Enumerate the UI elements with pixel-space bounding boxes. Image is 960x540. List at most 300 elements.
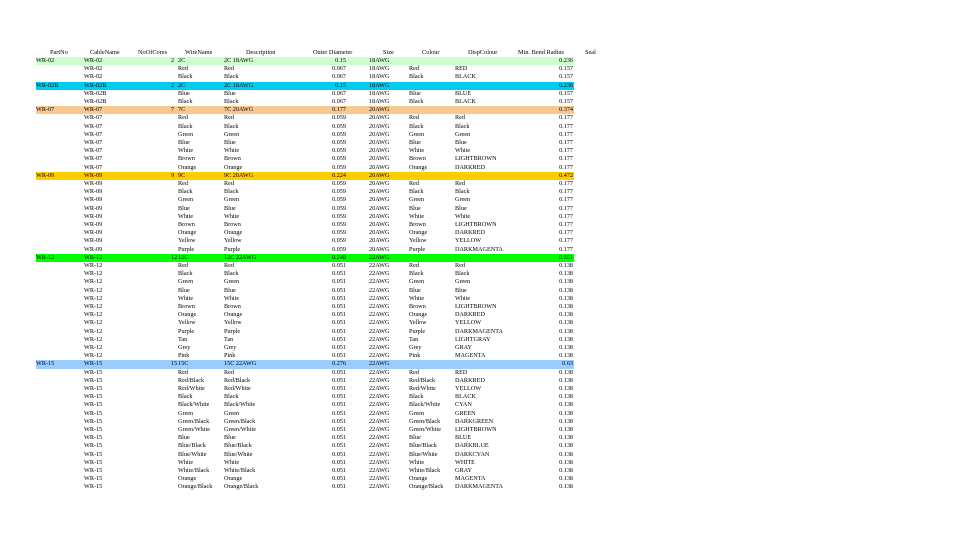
cell-outer-diameter[interactable]: 0.067 xyxy=(332,73,346,81)
cell-disp-colour[interactable]: WHITE xyxy=(455,458,475,466)
cell-size[interactable]: 18AWG xyxy=(369,65,390,73)
cell-cable-name[interactable]: WR-12 xyxy=(84,311,103,319)
cell-disp-colour[interactable]: GRAY xyxy=(455,467,472,474)
table-row[interactable] xyxy=(0,237,960,245)
cell-colour[interactable]: Brown xyxy=(409,303,426,310)
cell-part-no[interactable]: WR-09 xyxy=(36,171,55,179)
cell-disp-colour[interactable]: CYAN xyxy=(455,401,472,409)
cell-description[interactable]: Blue xyxy=(224,434,236,442)
cell-size[interactable]: 20AWG xyxy=(369,180,390,187)
cell-no-of-cores[interactable]: 7 xyxy=(171,106,175,114)
cell-min-bend-radius[interactable]: 0.177 xyxy=(559,188,573,196)
cell-min-bend-radius[interactable]: 0.138 xyxy=(559,368,573,376)
cell-outer-diameter[interactable]: 0.059 xyxy=(332,212,346,220)
cell-wire-name[interactable]: Black/White xyxy=(178,401,210,409)
cell-cable-name[interactable]: WR-15 xyxy=(84,385,103,392)
cell-cable-name[interactable]: WR-09 xyxy=(84,180,103,187)
table-row[interactable] xyxy=(0,328,960,336)
table-row[interactable] xyxy=(0,352,960,360)
cell-description[interactable]: Blue xyxy=(224,139,236,146)
cell-wire-name[interactable]: Orange xyxy=(178,475,197,483)
cell-min-bend-radius[interactable]: 0.138 xyxy=(559,483,573,491)
cell-size[interactable]: 22AWG xyxy=(369,262,390,269)
cell-cable-name[interactable]: WR-12 xyxy=(84,352,103,360)
cell-description[interactable]: Brown xyxy=(224,221,241,228)
cell-colour[interactable]: White/Black xyxy=(409,467,441,474)
table-row[interactable] xyxy=(0,311,960,319)
cell-size[interactable]: 22AWG xyxy=(369,434,390,442)
cell-disp-colour[interactable]: BLACK xyxy=(455,73,476,81)
cell-description[interactable]: Red xyxy=(224,180,234,187)
cell-size[interactable]: 22AWG xyxy=(369,286,390,294)
cell-wire-name[interactable]: White xyxy=(178,458,194,466)
cell-min-bend-radius[interactable]: 0.177 xyxy=(559,130,573,138)
cell-description[interactable]: Black xyxy=(224,188,239,196)
table-row[interactable] xyxy=(0,254,960,262)
cell-colour[interactable]: Yellow xyxy=(409,319,427,327)
cell-cable-name[interactable]: WR-07 xyxy=(84,122,103,130)
header-colour[interactable]: Colour xyxy=(422,49,440,56)
cell-wire-name[interactable]: Brown xyxy=(178,221,195,228)
cell-cable-name[interactable]: WR-15 xyxy=(84,483,103,491)
cell-description[interactable]: White xyxy=(224,212,240,220)
table-row[interactable] xyxy=(0,229,960,237)
cell-min-bend-radius[interactable]: 0.138 xyxy=(559,319,573,327)
cell-wire-name[interactable]: Green xyxy=(178,278,194,286)
header-wire-name[interactable]: WireName xyxy=(185,49,213,56)
cell-wire-name[interactable]: Red xyxy=(178,368,188,376)
cell-wire-name[interactable]: Purple xyxy=(178,245,195,253)
cell-size[interactable]: 20AWG xyxy=(369,237,390,245)
cell-colour[interactable]: Red xyxy=(409,368,419,376)
cell-size[interactable]: 18AWG xyxy=(369,98,390,105)
cell-colour[interactable]: Green xyxy=(409,196,425,204)
cell-disp-colour[interactable]: LIGHTBROWN xyxy=(455,155,497,163)
cell-outer-diameter[interactable]: 0.051 xyxy=(332,303,346,310)
cell-description[interactable]: 2C 18AWG xyxy=(224,57,254,64)
cell-part-no[interactable]: WR-02B xyxy=(36,81,59,89)
table-row[interactable] xyxy=(0,401,960,409)
cell-cable-name[interactable]: WR-09 xyxy=(84,212,103,220)
cell-size[interactable]: 20AWG xyxy=(369,212,390,220)
cell-min-bend-radius[interactable]: 0.138 xyxy=(559,475,573,483)
table-row[interactable] xyxy=(0,114,960,122)
cell-no-of-cores[interactable]: 2 xyxy=(171,57,175,64)
cell-outer-diameter[interactable]: 0.059 xyxy=(332,139,346,146)
cell-min-bend-radius[interactable]: 0.138 xyxy=(559,352,573,360)
cell-description[interactable]: Purple xyxy=(224,245,241,253)
cell-cable-name[interactable]: WR-07 xyxy=(84,114,103,122)
cell-wire-name[interactable]: Orange xyxy=(178,229,197,237)
cell-colour[interactable]: Purple xyxy=(409,245,426,253)
table-row[interactable] xyxy=(0,270,960,278)
cell-part-no[interactable]: WR-07 xyxy=(36,106,55,114)
cell-outer-diameter[interactable]: 0.059 xyxy=(332,155,346,163)
cell-wire-name[interactable]: Blue xyxy=(178,204,190,212)
cell-outer-diameter[interactable]: 0.051 xyxy=(332,442,346,450)
cell-size[interactable]: 22AWG xyxy=(369,458,390,466)
cell-min-bend-radius[interactable]: 0.177 xyxy=(559,212,573,220)
cell-outer-diameter[interactable]: 0.051 xyxy=(332,335,346,343)
cell-description[interactable]: Blue xyxy=(224,286,236,294)
cell-colour[interactable]: Brown xyxy=(409,155,426,163)
cell-wire-name[interactable]: 7C xyxy=(178,106,186,114)
cell-wire-name[interactable]: Purple xyxy=(178,327,195,335)
cell-colour[interactable]: White xyxy=(409,458,425,466)
cell-outer-diameter[interactable]: 0.051 xyxy=(332,426,346,433)
cell-outer-diameter[interactable]: 0.051 xyxy=(332,475,346,483)
cell-cable-name[interactable]: WR-15 xyxy=(84,450,103,458)
cell-wire-name[interactable]: 15C xyxy=(178,360,189,368)
cell-cable-name[interactable]: WR-15 xyxy=(84,426,103,433)
cell-description[interactable]: Black xyxy=(224,393,239,401)
cell-size[interactable]: 22AWG xyxy=(369,352,390,360)
cell-cable-name[interactable]: WR-09 xyxy=(84,204,103,212)
cell-wire-name[interactable]: Green xyxy=(178,409,194,417)
cell-min-bend-radius[interactable]: 0.138 xyxy=(559,344,573,351)
cell-description[interactable]: Black/White xyxy=(224,401,256,409)
cell-outer-diameter[interactable]: 0.059 xyxy=(332,221,346,228)
cell-wire-name[interactable]: Grey xyxy=(178,344,191,351)
table-row[interactable] xyxy=(0,57,960,65)
cell-description[interactable]: Blue xyxy=(224,89,236,97)
table-row[interactable] xyxy=(0,410,960,418)
cell-colour[interactable]: Orange xyxy=(409,163,428,171)
cell-colour[interactable]: Black xyxy=(409,122,424,130)
cell-wire-name[interactable]: Green xyxy=(178,196,194,204)
cell-disp-colour[interactable]: Blue xyxy=(455,204,467,212)
cell-outer-diameter[interactable]: 0.051 xyxy=(332,376,346,384)
header-cable-name[interactable]: CableName xyxy=(90,49,120,56)
cell-size[interactable]: 22AWG xyxy=(369,360,390,368)
cell-colour[interactable]: Brown xyxy=(409,221,426,228)
cell-wire-name[interactable]: Green/White xyxy=(178,426,210,433)
cell-description[interactable]: Green xyxy=(224,196,240,204)
table-row[interactable] xyxy=(0,295,960,303)
cell-cable-name[interactable]: WR-15 xyxy=(84,467,103,474)
cell-size[interactable]: 20AWG xyxy=(369,130,390,138)
cell-wire-name[interactable]: Red xyxy=(178,114,188,122)
table-row[interactable] xyxy=(0,319,960,327)
cell-cable-name[interactable]: WR-15 xyxy=(84,393,103,401)
cell-size[interactable]: 20AWG xyxy=(369,196,390,204)
cell-wire-name[interactable]: Orange/Black xyxy=(178,483,213,491)
cell-outer-diameter[interactable]: 0.059 xyxy=(332,204,346,212)
cell-min-bend-radius[interactable]: 0.177 xyxy=(559,196,573,204)
cell-disp-colour[interactable]: Red xyxy=(455,262,465,269)
cell-min-bend-radius[interactable]: 0.63 xyxy=(562,360,573,368)
cell-min-bend-radius[interactable]: 0.177 xyxy=(559,221,573,228)
cell-size[interactable]: 20AWG xyxy=(369,122,390,130)
cell-wire-name[interactable]: Red xyxy=(178,180,188,187)
cell-min-bend-radius[interactable]: 0.236 xyxy=(559,57,573,64)
table-row[interactable] xyxy=(0,385,960,393)
cell-size[interactable]: 20AWG xyxy=(369,221,390,228)
cell-wire-name[interactable]: Red/White xyxy=(178,385,205,392)
cell-cable-name[interactable]: WR-02 xyxy=(84,73,103,81)
cell-size[interactable]: 20AWG xyxy=(369,106,390,114)
cell-cable-name[interactable]: WR-15 xyxy=(84,458,103,466)
cell-min-bend-radius[interactable]: 0.177 xyxy=(559,114,573,122)
cell-size[interactable]: 22AWG xyxy=(369,475,390,483)
cell-wire-name[interactable]: Blue/Black xyxy=(178,442,206,450)
table-row[interactable] xyxy=(0,180,960,188)
table-row[interactable] xyxy=(0,377,960,385)
cell-size[interactable]: 22AWG xyxy=(369,426,390,433)
table-row[interactable] xyxy=(0,147,960,155)
cell-cable-name[interactable]: WR-09 xyxy=(84,171,103,179)
cell-colour[interactable]: Blue/Black xyxy=(409,442,437,450)
cell-description[interactable]: Black xyxy=(224,73,239,81)
cell-disp-colour[interactable]: DARKMAGENTA xyxy=(455,245,503,253)
cell-cable-name[interactable]: WR-12 xyxy=(84,335,103,343)
cell-description[interactable]: Blue xyxy=(224,204,236,212)
cell-min-bend-radius[interactable]: 0.138 xyxy=(559,434,573,442)
cell-colour[interactable]: Orange xyxy=(409,475,428,483)
table-row[interactable] xyxy=(0,90,960,98)
cell-min-bend-radius[interactable]: 0.138 xyxy=(559,417,573,425)
cell-colour[interactable]: Grey xyxy=(409,344,422,351)
table-row[interactable] xyxy=(0,278,960,286)
cell-outer-diameter[interactable]: 0.051 xyxy=(332,458,346,466)
table-row[interactable] xyxy=(0,467,960,475)
cell-wire-name[interactable]: Orange xyxy=(178,311,197,319)
cell-no-of-cores[interactable]: 9 xyxy=(171,171,175,179)
cell-colour[interactable]: Red/Black xyxy=(409,376,436,384)
table-row[interactable] xyxy=(0,451,960,459)
cell-outer-diameter[interactable]: 0.059 xyxy=(332,114,346,122)
cell-min-bend-radius[interactable]: 0.138 xyxy=(559,376,573,384)
cell-wire-name[interactable]: Red/Black xyxy=(178,376,205,384)
header-part-no[interactable]: PartNo xyxy=(50,49,68,56)
cell-description[interactable]: Red xyxy=(224,262,234,269)
cell-min-bend-radius[interactable]: 0.138 xyxy=(559,311,573,319)
cell-outer-diameter[interactable]: 0.276 xyxy=(332,360,346,368)
cell-wire-name[interactable]: Brown xyxy=(178,155,195,163)
cell-disp-colour[interactable]: DARKRED xyxy=(455,376,485,384)
cell-wire-name[interactable]: Blue xyxy=(178,139,190,146)
cell-outer-diameter[interactable]: 0.224 xyxy=(332,171,346,179)
cell-description[interactable]: Orange xyxy=(224,475,243,483)
cell-cable-name[interactable]: WR-07 xyxy=(84,163,103,171)
table-row[interactable] xyxy=(0,188,960,196)
table-row[interactable] xyxy=(0,98,960,106)
table-row[interactable] xyxy=(0,459,960,467)
cell-size[interactable]: 20AWG xyxy=(369,155,390,163)
cell-cable-name[interactable]: WR-12 xyxy=(84,319,103,327)
cell-colour[interactable]: Red xyxy=(409,262,419,269)
cell-min-bend-radius[interactable]: 0.177 xyxy=(559,229,573,237)
cell-wire-name[interactable]: Black xyxy=(178,270,193,278)
cell-disp-colour[interactable]: Blue xyxy=(455,139,467,146)
cell-wire-name[interactable]: Black xyxy=(178,73,193,81)
cell-outer-diameter[interactable]: 0.051 xyxy=(332,278,346,286)
cell-outer-diameter[interactable]: 0.059 xyxy=(332,245,346,253)
cell-disp-colour[interactable]: DARKMAGENTA xyxy=(455,483,503,491)
cell-cable-name[interactable]: WR-02B xyxy=(84,89,107,97)
cell-cable-name[interactable]: WR-02B xyxy=(84,98,107,105)
cell-size[interactable]: 22AWG xyxy=(369,450,390,458)
cell-min-bend-radius[interactable]: 0.157 xyxy=(559,89,573,97)
cell-disp-colour[interactable]: DARKRED xyxy=(455,229,485,237)
cell-min-bend-radius[interactable]: 0.138 xyxy=(559,393,573,401)
cell-colour[interactable]: Red xyxy=(409,180,419,187)
cell-outer-diameter[interactable]: 0.059 xyxy=(332,196,346,204)
cell-size[interactable]: 20AWG xyxy=(369,139,390,146)
cell-cable-name[interactable]: WR-07 xyxy=(84,130,103,138)
cell-outer-diameter[interactable]: 0.177 xyxy=(332,106,346,114)
cell-wire-name[interactable]: Blue/White xyxy=(178,450,207,458)
cell-outer-diameter[interactable]: 0.067 xyxy=(332,65,346,73)
cell-size[interactable]: 22AWG xyxy=(369,335,390,343)
cell-disp-colour[interactable]: BLUE xyxy=(455,89,472,97)
table-row[interactable] xyxy=(0,393,960,401)
table-row[interactable] xyxy=(0,287,960,295)
table-row[interactable] xyxy=(0,155,960,163)
cell-description[interactable]: Yellow xyxy=(224,319,242,327)
table-row[interactable] xyxy=(0,221,960,229)
cell-outer-diameter[interactable]: 0.051 xyxy=(332,311,346,319)
cell-wire-name[interactable]: Black xyxy=(178,188,193,196)
header-outer-diameter[interactable]: Outer Diameter xyxy=(313,49,353,56)
cell-cable-name[interactable]: WR-12 xyxy=(84,303,103,310)
cell-min-bend-radius[interactable]: 0.138 xyxy=(559,401,573,409)
cell-cable-name[interactable]: WR-09 xyxy=(84,221,103,228)
cell-cable-name[interactable]: WR-07 xyxy=(84,147,103,155)
table-row[interactable] xyxy=(0,418,960,426)
header-min-bend-radius[interactable]: Min. Bend Radius xyxy=(518,49,565,56)
cell-min-bend-radius[interactable]: 0.374 xyxy=(559,106,573,114)
cell-disp-colour[interactable]: RED xyxy=(455,65,468,73)
cell-description[interactable]: White xyxy=(224,458,240,466)
table-row[interactable] xyxy=(0,344,960,352)
cell-description[interactable]: Brown xyxy=(224,303,241,310)
cell-disp-colour[interactable]: DARKGREEN xyxy=(455,417,494,425)
cell-min-bend-radius[interactable]: 0.138 xyxy=(559,426,573,433)
cell-size[interactable]: 22AWG xyxy=(369,393,390,401)
cell-outer-diameter[interactable]: 0.051 xyxy=(332,393,346,401)
cell-cable-name[interactable]: WR-15 xyxy=(84,360,103,368)
cell-disp-colour[interactable]: BLUE xyxy=(455,434,472,442)
cell-description[interactable]: 7C 20AWG xyxy=(224,106,254,114)
table-row[interactable] xyxy=(0,172,960,180)
cell-cable-name[interactable]: WR-09 xyxy=(84,237,103,245)
cell-wire-name[interactable]: Pink xyxy=(178,352,190,360)
cell-description[interactable]: Green xyxy=(224,278,240,286)
cell-colour[interactable]: White xyxy=(409,147,425,155)
cell-size[interactable]: 18AWG xyxy=(369,81,390,89)
cell-outer-diameter[interactable]: 0.051 xyxy=(332,450,346,458)
table-row[interactable] xyxy=(0,205,960,213)
cell-outer-diameter[interactable]: 0.051 xyxy=(332,483,346,491)
cell-disp-colour[interactable]: Red xyxy=(455,180,465,187)
cell-size[interactable]: 22AWG xyxy=(369,278,390,286)
cell-colour[interactable]: Red/White xyxy=(409,385,436,392)
cell-cable-name[interactable]: WR-09 xyxy=(84,229,103,237)
cell-wire-name[interactable]: Blue xyxy=(178,434,190,442)
cell-part-no[interactable]: WR-12 xyxy=(36,253,55,261)
cell-colour[interactable]: Green/Black xyxy=(409,417,441,425)
cell-description[interactable]: 2C 18AWG xyxy=(224,81,254,89)
cell-size[interactable]: 22AWG xyxy=(369,368,390,376)
cell-part-no[interactable]: WR-02 xyxy=(36,57,55,64)
cell-size[interactable]: 20AWG xyxy=(369,245,390,253)
cell-part-no[interactable]: WR-15 xyxy=(36,360,55,368)
cell-size[interactable]: 22AWG xyxy=(369,483,390,491)
table-row[interactable] xyxy=(0,123,960,131)
cell-wire-name[interactable]: Red xyxy=(178,262,188,269)
cell-no-of-cores[interactable]: 15 xyxy=(171,360,178,368)
cell-cable-name[interactable]: WR-12 xyxy=(84,294,103,302)
cell-description[interactable]: Black xyxy=(224,122,239,130)
cell-cable-name[interactable]: WR-15 xyxy=(84,434,103,442)
cell-cable-name[interactable]: WR-02B xyxy=(84,81,107,89)
table-row[interactable] xyxy=(0,434,960,442)
cell-wire-name[interactable]: Green/Black xyxy=(178,417,210,425)
cell-colour[interactable]: Blue xyxy=(409,139,421,146)
cell-wire-name[interactable]: Yellow xyxy=(178,319,196,327)
cell-min-bend-radius[interactable]: 0.236 xyxy=(559,81,573,89)
cell-cable-name[interactable]: WR-15 xyxy=(84,475,103,483)
cell-description[interactable]: Red/White xyxy=(224,385,251,392)
cell-size[interactable]: 22AWG xyxy=(369,401,390,409)
cell-outer-diameter[interactable]: 0.051 xyxy=(332,294,346,302)
cell-wire-name[interactable]: Yellow xyxy=(178,237,196,245)
table-row[interactable] xyxy=(0,73,960,81)
cell-outer-diameter[interactable]: 0.051 xyxy=(332,352,346,360)
cell-size[interactable]: 22AWG xyxy=(369,442,390,450)
cell-outer-diameter[interactable]: 0.051 xyxy=(332,401,346,409)
cell-size[interactable]: 20AWG xyxy=(369,204,390,212)
cell-wire-name[interactable]: Orange xyxy=(178,163,197,171)
cell-disp-colour[interactable]: YELLOW xyxy=(455,237,482,245)
cell-size[interactable]: 20AWG xyxy=(369,147,390,155)
cell-cable-name[interactable]: WR-15 xyxy=(84,376,103,384)
cell-disp-colour[interactable]: LIGHTGRAY xyxy=(455,335,491,343)
cell-wire-name[interactable]: 2C xyxy=(178,57,186,64)
cell-disp-colour[interactable]: Green xyxy=(455,130,471,138)
cell-colour[interactable]: Red xyxy=(409,114,419,122)
cell-cable-name[interactable]: WR-07 xyxy=(84,155,103,163)
cell-size[interactable]: 22AWG xyxy=(369,270,390,278)
cell-wire-name[interactable]: Black xyxy=(178,98,193,105)
cell-description[interactable]: Red xyxy=(224,368,234,376)
cell-size[interactable]: 18AWG xyxy=(369,89,390,97)
cell-cable-name[interactable]: WR-02 xyxy=(84,57,103,64)
cell-outer-diameter[interactable]: 0.051 xyxy=(332,417,346,425)
cell-outer-diameter[interactable]: 0.051 xyxy=(332,319,346,327)
cell-min-bend-radius[interactable]: 0.138 xyxy=(559,467,573,474)
header-disp-colour[interactable]: DispColour xyxy=(468,49,498,56)
cell-cable-name[interactable]: WR-07 xyxy=(84,139,103,146)
cell-description[interactable]: Green/White xyxy=(224,426,256,433)
cell-cable-name[interactable]: WR-12 xyxy=(84,270,103,278)
cell-size[interactable]: 22AWG xyxy=(369,327,390,335)
cell-outer-diameter[interactable]: 0.051 xyxy=(332,344,346,351)
cell-size[interactable]: 22AWG xyxy=(369,303,390,310)
cell-disp-colour[interactable]: BLACK xyxy=(455,98,476,105)
cell-description[interactable]: Orange xyxy=(224,163,243,171)
cell-colour[interactable]: Blue xyxy=(409,286,421,294)
cell-disp-colour[interactable]: White xyxy=(455,147,471,155)
cell-colour[interactable]: Green xyxy=(409,130,425,138)
table-row[interactable] xyxy=(0,483,960,491)
cell-wire-name[interactable]: White xyxy=(178,212,194,220)
cell-description[interactable]: White xyxy=(224,147,240,155)
cell-colour[interactable]: Red xyxy=(409,65,419,73)
cell-min-bend-radius[interactable]: 0.138 xyxy=(559,458,573,466)
cell-size[interactable]: 22AWG xyxy=(369,385,390,392)
